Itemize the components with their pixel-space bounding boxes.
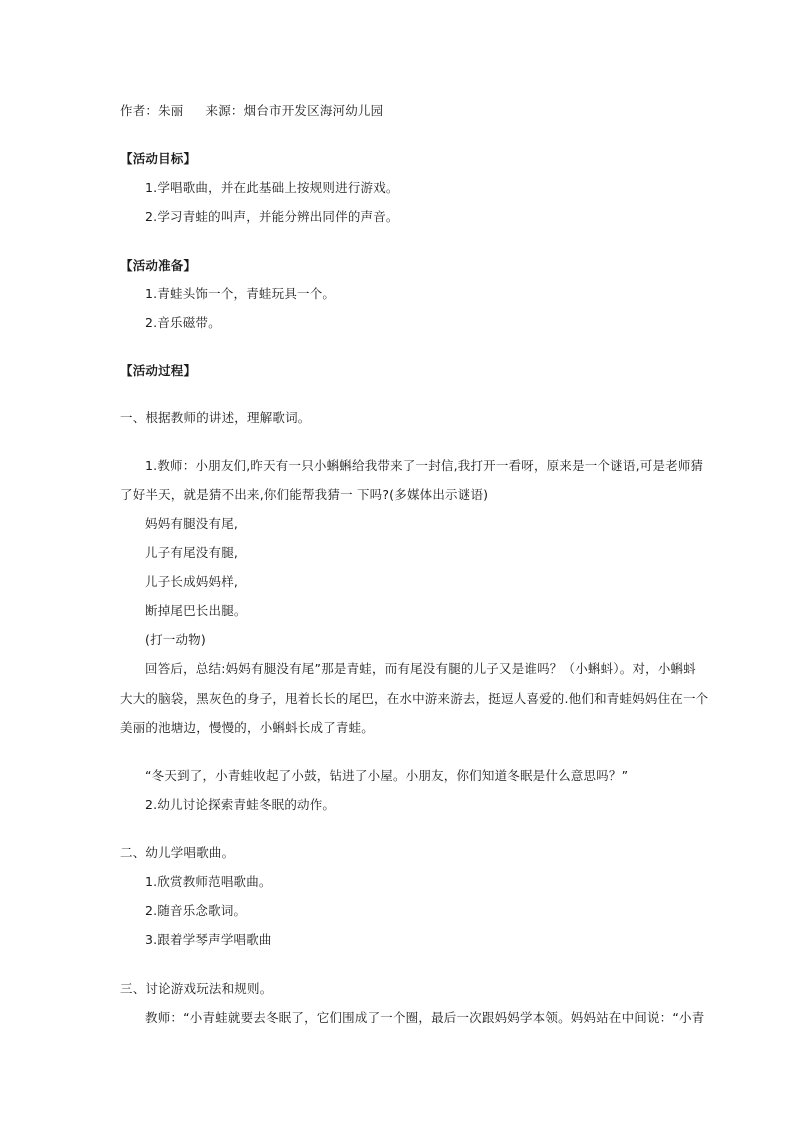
riddle-line: 妈妈有腿没有尾, — [145, 516, 239, 531]
paragraph-line: 回答后，总结:妈妈有腿没有尾”那是青蛙，而有尾没有腿的儿子又是谁吗？（小蝌蚪）。对，小蝌蚪 — [145, 661, 696, 676]
riddle-line: 儿子长成妈妈样, — [145, 574, 239, 589]
goals-heading: 【活动目标】 — [120, 151, 197, 166]
author-label: 作者：朱丽 — [120, 103, 184, 118]
winter-quote: “冬天到了，小青蛙收起了小鼓，钻进了小屋。小朋友，你们知道冬眠是什么意思吗？” — [145, 768, 629, 783]
section1-title: 一、根据教师的讲述，理解歌词。 — [120, 410, 311, 425]
process-heading: 【活动过程】 — [120, 363, 197, 378]
song-item: 2.随音乐念歌词。 — [145, 903, 247, 918]
source-label: 来源：烟台市开发区海河幼儿园 — [205, 103, 384, 118]
paragraph-line: 了好半天，就是猜不出来,你们能帮我猜一 下吗?(多媒体出示谜语) — [120, 487, 489, 502]
prep-item: 1.青蛙头饰一个，青蛙玩具一个。 — [145, 286, 336, 301]
paragraph-line: 1.教师：小朋友们,昨天有一只小蝌蝌给我带来了一封信,我打开一看呀，原来是一个谜语,可是老师猜 — [145, 458, 704, 473]
section3-title: 三、讨论游戏玩法和规则。 — [120, 981, 273, 996]
riddle-line: 儿子有尾没有腿, — [145, 545, 239, 560]
prep-item: 2.音乐磁带。 — [145, 315, 221, 330]
paragraph-line: 教师：“小青蛙就要去冬眠了，它们围成了一个圈，最后一次跟妈妈学本领。妈妈站在中间说：“小青 — [145, 1010, 705, 1025]
riddle-line: 断掉尾巴长出腿。 — [145, 603, 247, 618]
paragraph-line: 美丽的池塘边，慢慢的，小蝌蚪长成了青蛙。 — [120, 720, 375, 735]
song-item: 1.欣赏教师范唱歌曲。 — [145, 874, 272, 889]
paragraph-line: 大大的脑袋，黑灰色的身子，甩着长长的尾巴，在水中游来游去，挺逗人喜爱的.他们和青蛙妈妈住在一个 — [120, 691, 709, 706]
goal-item: 2.学习青蛙的叫声，并能分辨出同伴的声音。 — [145, 209, 399, 224]
byline — [120, 102, 680, 120]
section2-title: 二、幼儿学唱歌曲。 — [120, 845, 235, 860]
song-item: 3.跟着学琴声学唱歌曲 — [145, 932, 272, 947]
prep-heading: 【活动准备】 — [120, 258, 197, 273]
riddle-hint: (打一动物) — [145, 632, 206, 647]
goal-item: 1.学唱歌曲，并在此基础上按规则进行游戏。 — [145, 180, 399, 195]
discussion-item: 2.幼儿讨论探索青蛙冬眠的动作。 — [145, 797, 336, 812]
